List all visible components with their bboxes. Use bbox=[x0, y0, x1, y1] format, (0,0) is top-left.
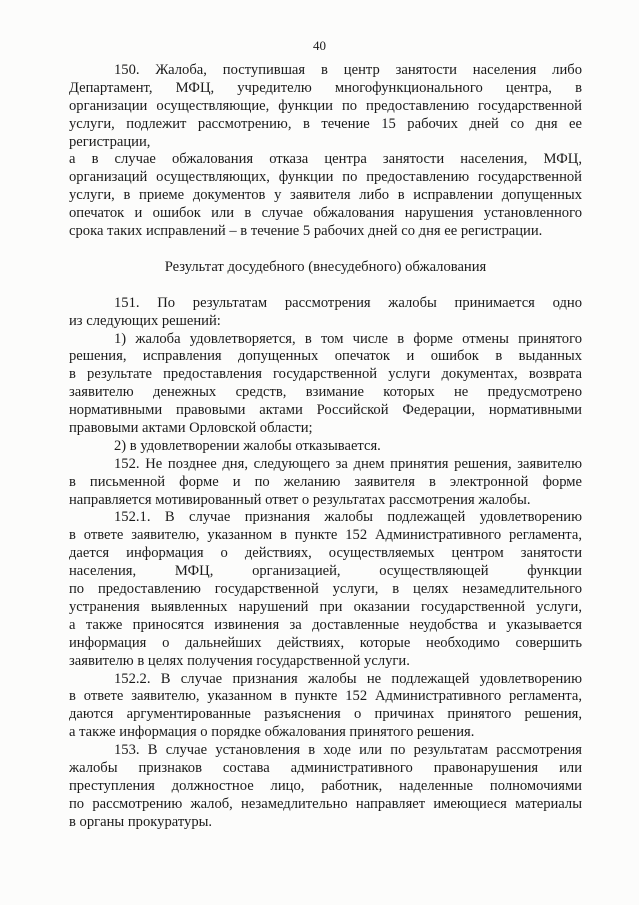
paragraph-p152-2 bbox=[69, 671, 582, 743]
section-before-heading bbox=[69, 62, 582, 241]
text-line: устранения выявленных нарушений при оказании государственной услуги, bbox=[69, 598, 582, 615]
text-line: преступления должностное лицо, работник, наделенные полномочиями bbox=[69, 777, 582, 794]
text-line: в ответе заявителю, указанном в пункте 152 Административного регламента, bbox=[69, 688, 582, 705]
text-line: 152. Не позднее дня, следующего за днем принятия решения, заявителю bbox=[114, 455, 582, 472]
text-line: по рассмотрению жалоб, незамедлительно направляет имеющиеся материалы bbox=[69, 795, 582, 812]
text-line: в письменной форме и по желанию заявителя в электронной форме bbox=[69, 473, 582, 490]
text-line: 2) в удовлетворении жалобы отказывается. bbox=[114, 437, 381, 454]
text-line: 151. По результатам рассмотрения жалобы принимается одно bbox=[114, 294, 582, 311]
text-line: 152.2. В случае признания жалобы не подлежащей удовлетворению bbox=[114, 670, 582, 687]
paragraph-p152 bbox=[69, 456, 582, 510]
page-number: 40 bbox=[313, 38, 326, 53]
text-line: направляется мотивированный ответ о результатах рассмотрения жалобы. bbox=[69, 491, 531, 508]
text-line: услуги, подлежит рассмотрению, в течение 15 рабочих дней со дня ее bbox=[69, 115, 582, 132]
text-line: срока таких исправлений – в течение 5 рабочих дней со дня ее регистрации. bbox=[69, 223, 543, 240]
text-line: Департамент, МФЦ, учредителю многофункционального центра, в bbox=[69, 79, 582, 96]
text-line: организации осуществляющие, функции по предоставлению государственной bbox=[69, 97, 582, 114]
text-line: 150. Жалоба, поступившая в центр занятости населения либо bbox=[114, 62, 582, 78]
text-line: в органы прокуратуры. bbox=[69, 813, 213, 830]
text-line: в результате предоставления государственной услуги документах, возврата bbox=[69, 366, 582, 383]
text-line: решения, исправления допущенных опечаток и ошибок в выданных bbox=[69, 348, 582, 365]
text-line: из следующих решений: bbox=[69, 312, 221, 329]
section-heading: Результат досудебного (внесудебного) обжалования bbox=[164, 258, 487, 275]
text-line: жалобы признаков состава административного правонарушения или bbox=[69, 759, 582, 776]
text-line: а также приносятся извинения за доставленные неудобства и указывается bbox=[69, 616, 582, 633]
text-line: правовыми актами Орловской области; bbox=[69, 420, 313, 437]
text-line: информация о дальнейших действиях, которые необходимо совершить bbox=[69, 634, 582, 651]
paragraph-p152-1 bbox=[69, 509, 582, 670]
text-line: регистрации, bbox=[69, 133, 151, 150]
paragraph-p153 bbox=[69, 742, 582, 831]
text-line: 1) жалоба удовлетворяется, в том числе в форме отмены принятого bbox=[114, 330, 582, 347]
text-line: нормативными правовыми актами Российской Федерации, нормативными bbox=[69, 402, 582, 419]
document-body bbox=[69, 62, 582, 832]
paragraph-p150 bbox=[69, 62, 582, 241]
text-line: а в случае обжалования отказа центра занятости населения, МФЦ, bbox=[69, 151, 582, 168]
text-line: населения, МФЦ, организацией, осуществляющей функции bbox=[69, 563, 582, 580]
text-line: 152.1. В случае признания жалобы подлежащей удовлетворению bbox=[114, 509, 582, 526]
section-after-heading bbox=[69, 295, 582, 832]
text-line: услуги, в приеме документов у заявителя либо в исправлении допущенных bbox=[69, 187, 582, 204]
text-line: заявителю в целях получения государственной услуги. bbox=[69, 652, 410, 669]
text-line: даются аргументированные разъяснения о причинах принятого решения, bbox=[69, 706, 582, 723]
text-line: опечаток и ошибок или в случае обжалования нарушения установленного bbox=[69, 205, 582, 222]
paragraph-p151 bbox=[69, 295, 582, 456]
text-line: 153. В случае установления в ходе или по результатам рассмотрения bbox=[114, 742, 582, 759]
text-line: в ответе заявителю, указанном в пункте 152 Административного регламента, bbox=[69, 527, 582, 544]
text-line: заявителю денежных средств, взимание которых не предусмотрено bbox=[69, 384, 582, 401]
text-line: дается информация о действиях, осуществляемых центром занятости bbox=[69, 545, 582, 562]
text-line: по предоставлению государственной услуги, в целях незамедлительного bbox=[69, 581, 582, 598]
text-line: организаций осуществляющих, функции по предоставлению государственной bbox=[69, 169, 582, 186]
text-line: а также информация о порядке обжалования принятого решения. bbox=[69, 724, 475, 741]
